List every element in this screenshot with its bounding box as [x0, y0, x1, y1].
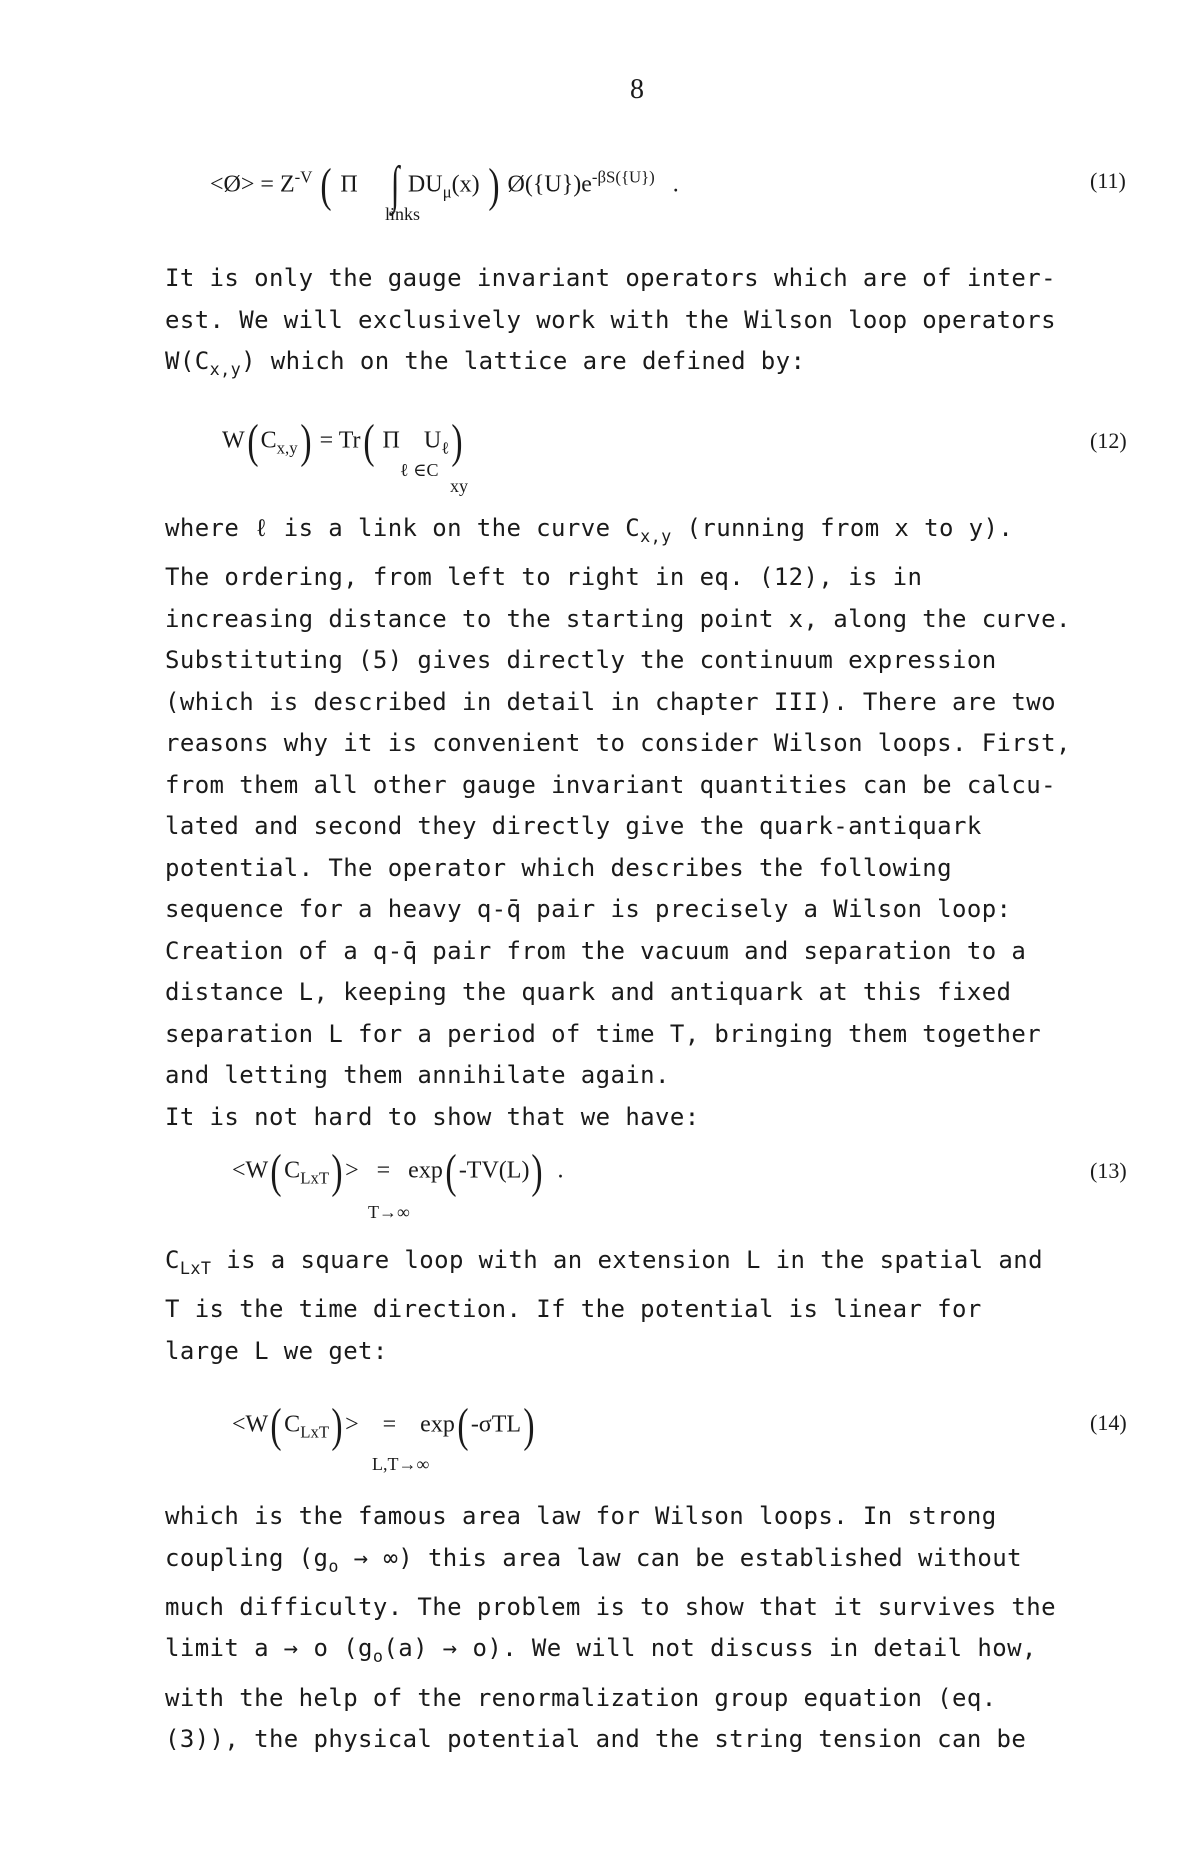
eq14-c: C [284, 1411, 301, 1438]
text-line [165, 1628, 1175, 1677]
text-line: (3)), the physical potential and the string tension can be [165, 1725, 1027, 1754]
text-line: large L we get: [165, 1336, 388, 1365]
eq13-limit: T→∞ [368, 1202, 410, 1222]
eq12-close-paren: ) [300, 415, 312, 468]
eq12-u-sub: ℓ [441, 438, 450, 458]
paragraph-4 [165, 1496, 1175, 1761]
eq12-lhs: W [222, 427, 245, 454]
eq11-tail: Ø({U})e [507, 171, 592, 198]
text-line: est. We will exclusively work with the Wilson loop operators [165, 305, 1056, 334]
text-line [165, 1240, 1175, 1289]
page-number: 8 [630, 74, 644, 105]
eq13-rhs: exp [408, 1157, 443, 1184]
text-run: W(C [165, 347, 210, 375]
eq14-rhs: exp [420, 1411, 455, 1438]
eq13-gt: > [345, 1157, 359, 1184]
eq11-lhs: <Ø> = Z [210, 171, 295, 198]
eq12-prod: Π [382, 427, 400, 454]
eq12-u: U [423, 427, 442, 454]
eq12-open-paren-2: ( [362, 415, 375, 468]
eq11-prod: Π [340, 171, 358, 198]
text-line: (which is described in detail in chapter III). There are two [165, 687, 1056, 716]
text-line: from them all other gauge invariant quantities can be calcu- [165, 770, 1056, 799]
eq13-c: C [284, 1157, 301, 1184]
text-line: It is only the gauge invariant operators which are of inter- [165, 264, 1056, 292]
text-line: lated and second they directly give the quark-antiquark [165, 812, 982, 841]
eq12-c-sub: x,y [276, 438, 298, 458]
eq13-arg: -TV(L) [458, 1157, 530, 1184]
eq14-open-paren-2: ( [457, 1399, 469, 1452]
text-line [165, 508, 1175, 557]
eq12-open-paren: ( [247, 415, 259, 468]
eq13-number: (13) [1090, 1158, 1127, 1183]
text-line: much difficulty. The problem is to show that it survives the [165, 1592, 1056, 1621]
eq11-integral-sign: ∫ [390, 157, 400, 214]
eq14-number: (14) [1090, 1410, 1127, 1435]
text-subscript: x,y [209, 358, 242, 379]
eq12-prod-sub: ℓ ∈C [400, 460, 439, 480]
text-line: separation L for a period of time T, bringing them together [165, 1019, 1042, 1048]
text-run: C [165, 1246, 180, 1274]
eq11-open-paren: ( [320, 159, 332, 212]
text-line: reasons why it is convenient to consider Wilson loops. First, [165, 729, 1071, 758]
eq11-number: (11) [1090, 168, 1126, 193]
eq12-c: C [260, 427, 277, 454]
eq11-prod-sub: links [385, 204, 421, 224]
eq11-integral: DU [407, 171, 443, 198]
text-line: with the help of the renormalization group equation (eq. [165, 1683, 997, 1712]
text-run: (a) → o). We will not discuss in detail how, [383, 1634, 1037, 1663]
eq11-end: . [672, 171, 679, 198]
text-line: which is the famous area law for Wilson loops. In strong [165, 1502, 997, 1530]
text-subscript: x,y [640, 525, 672, 546]
text-run: coupling (g [165, 1543, 329, 1572]
text-subscript: o [372, 1646, 384, 1667]
eq11-integral-arg: (x) [451, 171, 480, 198]
eq14-lhs: <W [232, 1411, 269, 1438]
eq13-open-paren: ( [270, 1145, 282, 1198]
paragraph-3 [165, 1240, 1175, 1372]
eq12-close-paren-2: ) [451, 415, 463, 468]
paragraph-1 [165, 258, 1175, 390]
text-line: It is not hard to show that we have: [165, 1102, 700, 1131]
text-line: Substituting (5) gives directly the continuum expression [165, 646, 997, 675]
eq12-eq: = Tr [319, 427, 361, 454]
eq14-close-paren: ) [331, 1399, 343, 1452]
eq13-lhs: <W [232, 1157, 269, 1184]
text-run: where ℓ is a link on the curve C [165, 514, 641, 542]
eq13-eq: = [376, 1157, 391, 1184]
text-run: ) which on the lattice are defined by: [241, 347, 806, 375]
text-line [165, 341, 1175, 390]
eq14-eq: = [382, 1411, 397, 1438]
text-line: Creation of a q-q̄ pair from the vacuum and separation to a [165, 936, 1027, 965]
text-line: and letting them annihilate again. [165, 1061, 670, 1090]
text-run: is a square loop with an extension L in the spatial and [211, 1246, 1043, 1274]
eq14-c-sub: LxT [300, 1422, 330, 1442]
text-subscript: o [328, 1555, 339, 1576]
eq13-c-sub: LxT [300, 1168, 330, 1188]
eq14-gt: > [345, 1411, 359, 1438]
paragraph-2 [165, 508, 1175, 1138]
eq14-arg: -σTL [470, 1411, 522, 1438]
text-line: increasing distance to the starting point x, along the curve. [165, 604, 1071, 633]
text-line [165, 1538, 1175, 1587]
text-line: The ordering, from left to right in eq. (12), is in [165, 563, 923, 592]
text-line: T is the time direction. If the potential is linear for [165, 1295, 982, 1324]
text-run: → ∞) this area law can be established without [338, 1543, 1022, 1572]
eq13-close-paren: ) [331, 1145, 343, 1198]
text-run: limit a → o (g [165, 1634, 373, 1663]
eq13-open-paren-2: ( [445, 1145, 457, 1198]
text-line: sequence for a heavy q-q̄ pair is precisely a Wilson loop: [165, 895, 1012, 924]
eq14-close-paren-2: ) [523, 1399, 535, 1452]
eq13-end: . [557, 1157, 564, 1184]
text-subscript: LxT [179, 1257, 212, 1278]
eq13-close-paren-2: ) [531, 1145, 544, 1198]
eq12-number: (12) [1090, 428, 1127, 453]
text-line: potential. The operator which describes the following [165, 853, 953, 882]
eq14-limit: L,T→∞ [372, 1454, 430, 1474]
eq11-close-paren: ) [487, 159, 500, 212]
eq12-prod-sub2: xy [450, 476, 468, 496]
eq14-open-paren: ( [270, 1399, 282, 1452]
text-line: distance L, keeping the quark and antiquark at this fixed [165, 978, 1012, 1007]
eq11-exp: -V [294, 167, 313, 187]
eq11-tail-exp: -βS({U}) [591, 167, 655, 187]
text-run: (running from x to y). [671, 514, 1014, 542]
eq11-integral-sub: μ [442, 182, 452, 202]
